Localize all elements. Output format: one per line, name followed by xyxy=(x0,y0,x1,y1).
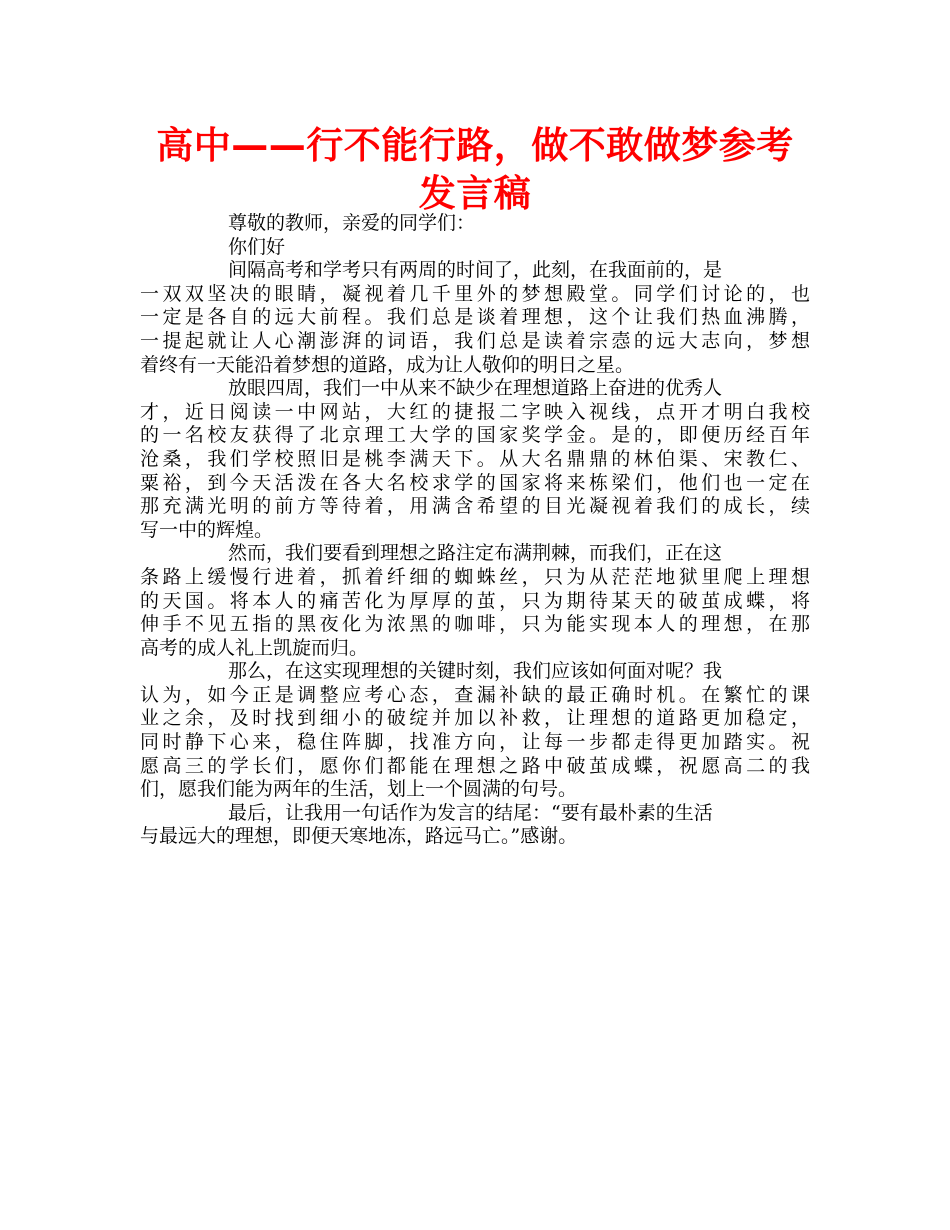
paragraph-line: 间隔高考和学考只有两周的时间了，此刻，在我面前的，是 xyxy=(228,259,723,282)
salutation-paragraph xyxy=(140,212,810,236)
paragraph-line: 业之余，及时找到细小的破绽并加以补救，让理想的道路更加稳定， xyxy=(140,707,810,730)
paragraph-line: 那充满光明的前方等待着，用满含希望的目光凝视着我们的成长，续 xyxy=(140,495,810,518)
paragraph-line: 尊敬的教师，亲爱的同学们： xyxy=(228,212,476,234)
closing-paragraph xyxy=(140,802,810,849)
paragraph-line: 最后，让我用一句话作为发言的结尾：“要有最朴素的生活 xyxy=(228,801,713,824)
paragraph-line: 的一名校友获得了北京理工大学的国家奖学金。是的，即便历经百年 xyxy=(140,424,810,447)
paragraph-line: 那么，在这实现理想的关键时刻，我们应该如何面对呢？我 xyxy=(228,660,723,683)
body-paragraph-2 xyxy=(140,377,810,542)
paragraph-line: 才，近日阅读一中网站，大红的捷报二字映入视线，点开才明白我校 xyxy=(140,400,810,423)
document-title: 高中——行不能行路，做不敢做梦参考发言稿 xyxy=(156,124,794,215)
paragraph-line: 一定是各自的远大前程。我们总是谈着理想，这个让我们热血沸腾， xyxy=(140,306,810,329)
paragraph-line: 伸手不见五指的黑夜化为浓黑的咖啡，只为能实现本人的理想，在那 xyxy=(140,613,810,636)
paragraph-line: 愿高三的学长们，愿你们都能在理想之路中破茧成蝶，祝愿高二的我 xyxy=(140,754,810,777)
paragraph-line: 着终有一天能沿着梦想的道路，成为让人敬仰的明日之星。 xyxy=(140,353,635,376)
paragraph-line: 粟裕，到今天活泼在各大名校求学的国家将来栋梁们，他们也一定在 xyxy=(140,471,810,494)
paragraph-line: 条路上缓慢行进着，抓着纤细的蜘蛛丝，只为从茫茫地狱里爬上理想 xyxy=(140,565,810,588)
paragraph-line: 的天国。将本人的痛苦化为厚厚的茧，只为期待某天的破茧成蝶，将 xyxy=(140,589,810,612)
document-body xyxy=(140,212,810,849)
paragraph-line: 你们好 xyxy=(228,235,286,258)
paragraph-line: 一双双坚决的眼睛，凝视着几千里外的梦想殿堂。同学们讨论的，也 xyxy=(140,282,810,305)
paragraph-line: 放眼四周，我们一中从来不缺少在理想道路上奋进的优秀人 xyxy=(228,377,723,400)
paragraph-line: 一提起就让人心潮澎湃的词语，我们总是读着宗悫的远大志向，梦想 xyxy=(140,329,810,352)
paragraph-line: 同时静下心来，稳住阵脚，找准方向，让每一步都走得更加踏实。祝 xyxy=(140,731,810,754)
body-paragraph-3 xyxy=(140,542,810,660)
greeting-paragraph xyxy=(140,236,810,260)
paragraph-line: 与最远大的理想，即便天寒地冻，路远马亡。”感谢。 xyxy=(140,825,578,848)
paragraph-line: 认为，如今正是调整应考心态，查漏补缺的最正确时机。在繁忙的课 xyxy=(140,683,810,706)
body-paragraph-4 xyxy=(140,660,810,802)
paragraph-line: 写一中的辉煌。 xyxy=(140,518,274,541)
paragraph-line: 们，愿我们能为两年的生活，划上一个圆满的句号。 xyxy=(140,778,578,801)
paragraph-line: 高考的成人礼上凯旋而归。 xyxy=(140,636,369,659)
paragraph-line: 沧桑，我们学校照旧是桃李满天下。从大名鼎鼎的林伯渠、宋教仁、 xyxy=(140,447,810,470)
paragraph-line: 然而，我们要看到理想之路注定布满荆棘，而我们，正在这 xyxy=(228,542,723,565)
body-paragraph-1 xyxy=(140,259,810,377)
